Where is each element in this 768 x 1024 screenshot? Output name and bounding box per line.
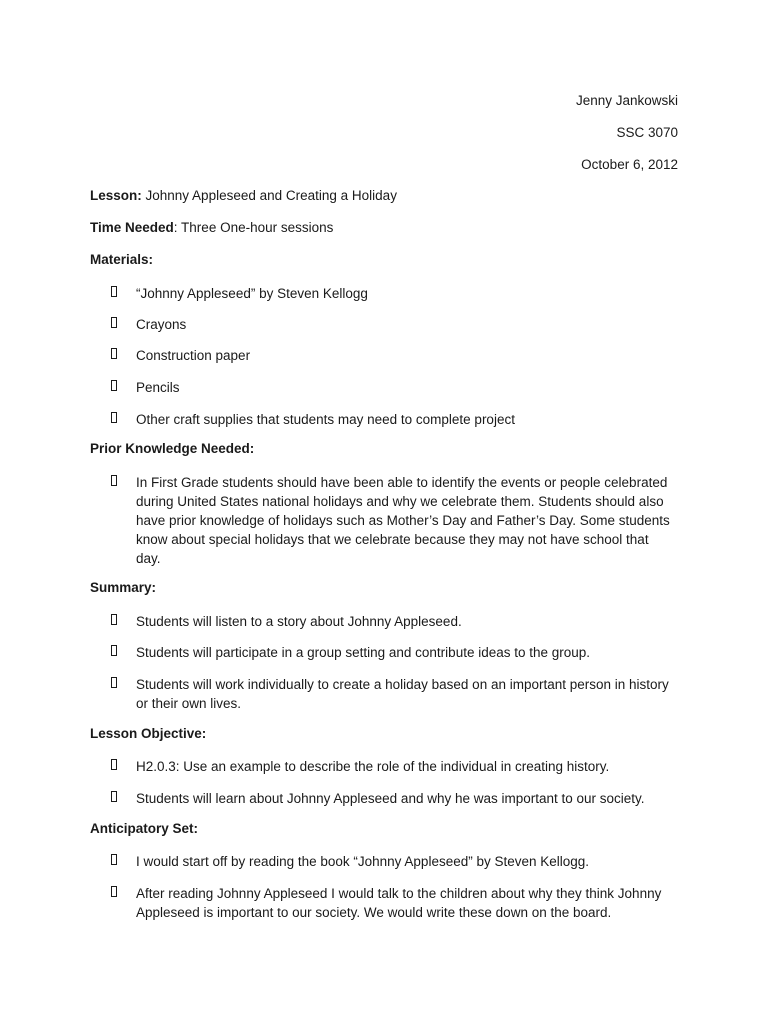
- bullet-icon: [111, 317, 117, 328]
- bullet-icon: [111, 886, 117, 897]
- bullet-icon: [111, 854, 117, 865]
- list-item-text: Students will work individually to create a holiday based on an important person in history or their own lives.: [136, 677, 669, 711]
- bullet-icon: [111, 475, 117, 486]
- list-item-text: I would start off by reading the book “Johnny Appleseed” by Steven Kellogg.: [136, 854, 590, 869]
- author-name: Jenny Jankowski: [575, 93, 678, 108]
- lesson-label: Lesson:: [90, 188, 142, 203]
- list-item-text: Construction paper: [136, 348, 251, 363]
- lesson-value: Johnny Appleseed and Creating a Holiday: [141, 188, 397, 203]
- bullet-icon: [111, 412, 117, 423]
- list-item-text: Students will listen to a story about Johnny Appleseed.: [136, 614, 462, 629]
- time-needed-value: : Three One-hour sessions: [173, 220, 334, 235]
- list-item-text: Pencils: [136, 380, 180, 395]
- lesson-line: [90, 188, 397, 203]
- list-item-text: H2.0.3: Use an example to describe the role of the individual in creating history.: [136, 759, 610, 774]
- bullet-icon: [111, 286, 117, 297]
- bullet-icon: [111, 614, 117, 625]
- prior-knowledge-heading: Prior Knowledge Needed:: [90, 441, 255, 456]
- bullet-icon: [111, 348, 117, 359]
- bullet-icon: [111, 677, 117, 688]
- document-date: October 6, 2012: [581, 157, 678, 172]
- list-item-text: After reading Johnny Appleseed I would talk to the children about why they think Johnny Appleseed is important to our society. We would write these down on the board.: [136, 886, 662, 920]
- anticipatory-heading: Anticipatory Set:: [90, 821, 199, 836]
- time-needed-label: Time Needed: [90, 220, 174, 235]
- time-needed-line: [90, 220, 333, 235]
- list-item-text: “Johnny Appleseed” by Steven Kellogg: [136, 286, 368, 301]
- bullet-icon: [111, 645, 117, 656]
- list-item-text: Crayons: [136, 317, 187, 332]
- list-item-text: In First Grade students should have been able to identify the events or people celebrated during United States national holidays and why we celebrate them. Students should also have prior knowledge of holidays such as Mother’s Day and Father’s Day. Some students know about special holidays that we celebrate because they may not have school that day.: [136, 475, 670, 566]
- bullet-icon: [111, 759, 117, 770]
- objective-heading: Lesson Objective:: [90, 726, 207, 741]
- bullet-icon: [111, 791, 117, 802]
- course-code: SSC 3070: [616, 125, 678, 140]
- summary-heading: Summary:: [90, 580, 157, 595]
- bullet-icon: [111, 380, 117, 391]
- list-item-text: Students will learn about Johnny Appleseed and why he was important to our society.: [136, 791, 645, 806]
- materials-heading: Materials:: [90, 252, 154, 267]
- list-item-text: Students will participate in a group setting and contribute ideas to the group.: [136, 645, 591, 660]
- list-item-text: Other craft supplies that students may need to complete project: [136, 412, 515, 427]
